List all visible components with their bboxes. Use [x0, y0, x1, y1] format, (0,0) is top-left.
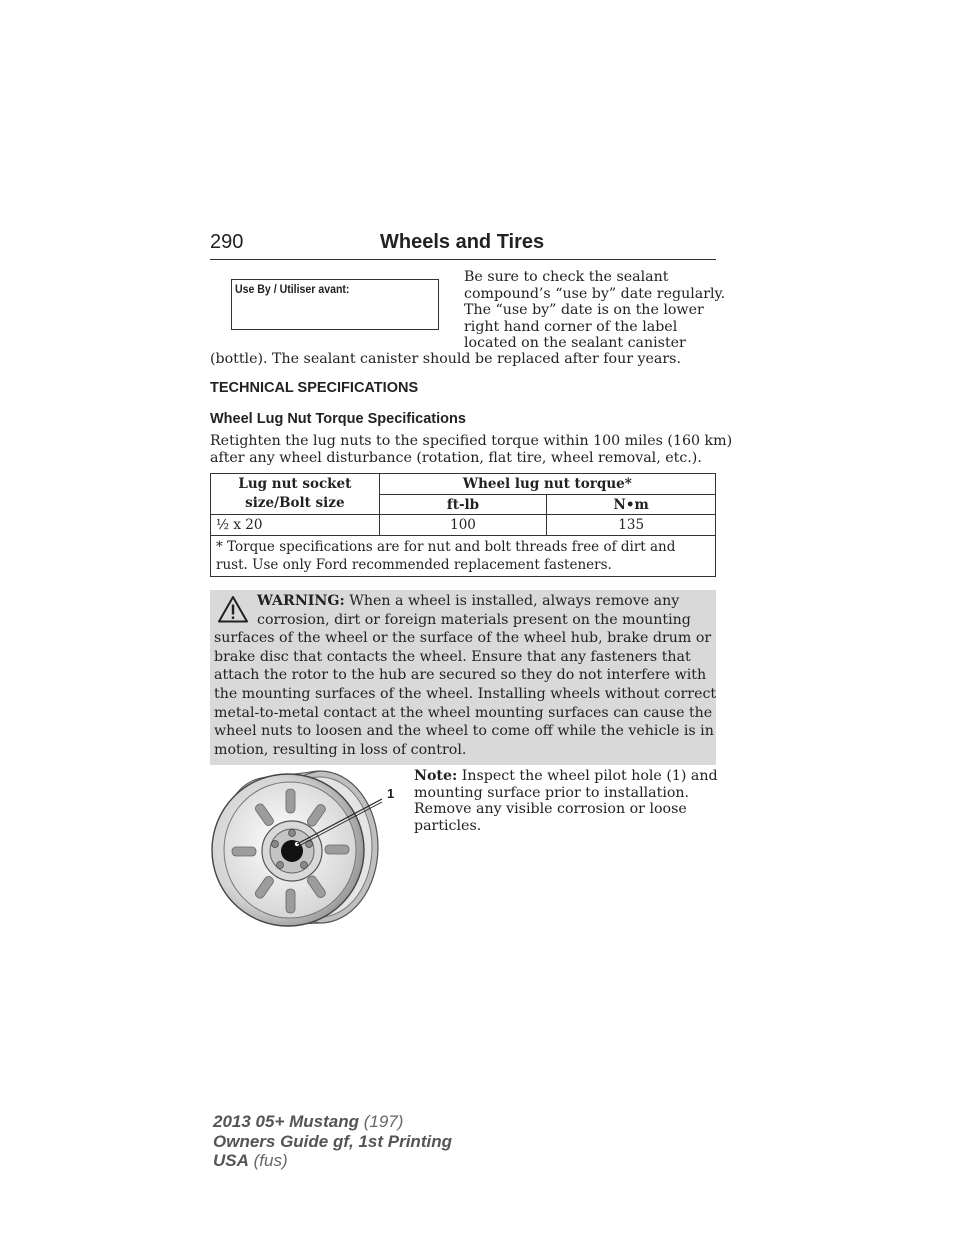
ftlb-unit-header: ft-lb — [379, 495, 547, 515]
sealant-line: right hand corner of the label — [464, 318, 678, 335]
page-header — [210, 230, 716, 260]
note-line: Remove any visible corrosion or loose — [414, 801, 687, 817]
sealant-line: Be sure to check the sealant — [464, 269, 669, 285]
warning-line: brake disc that contacts the wheel. Ensure that any fasteners that — [214, 648, 691, 665]
footer-model-code: (197) — [359, 1112, 404, 1131]
note-paragraph — [414, 768, 716, 834]
use-by-label-text: Use By / Utiliser avant: — [235, 282, 350, 296]
nm-unit-header: N•m — [547, 495, 716, 515]
socket-size-header: Lug nut socket size/Bolt size — [211, 474, 380, 515]
table-footnote: * Torque specifications are for nut and bolt threads free of dirt and rust. Use only Ford recommended replacement fasteners. — [211, 536, 716, 577]
footer-market-code: (fus) — [248, 1151, 288, 1170]
warning-text — [214, 592, 717, 759]
warning-line: corrosion, dirt or foreign materials present on the mounting — [257, 611, 691, 628]
section-heading: TECHNICAL SPECIFICATIONS — [210, 380, 419, 396]
nm-value-cell: 135 — [547, 515, 716, 536]
footer-guide: Owners Guide gf, 1st Printing — [213, 1131, 452, 1151]
warning-line: the mounting surfaces of the wheel. Installing wheels without correct — [214, 685, 717, 702]
page-footer — [213, 1112, 452, 1171]
note-line: mounting surface prior to installation. — [414, 784, 690, 801]
warning-line: surfaces of the wheel or the surface of the wheel hub, brake drum or — [214, 630, 712, 647]
footer-market: USA — [213, 1151, 249, 1170]
ftlb-value-cell: 100 — [379, 515, 547, 536]
sealant-use-by-label — [231, 279, 439, 330]
torque-intro-paragraph — [210, 433, 733, 466]
sealant-paragraph-continued: (bottle). The sealant canister should be replaced after four years. — [210, 351, 681, 367]
sealant-line: compound’s “use by” date regularly. — [464, 285, 726, 302]
note-label: Note: — [414, 768, 458, 784]
warning-line: motion, resulting in loss of control. — [214, 741, 467, 758]
torque-header: Wheel lug nut torque* — [379, 474, 715, 495]
sealant-line: located on the sealant canister — [464, 335, 686, 351]
callout-number: 1 — [387, 786, 395, 801]
note-line: Inspect the wheel pilot hole (1) and — [457, 768, 718, 784]
table-row — [211, 515, 716, 536]
intro-line: Retighten the lug nuts to the specified torque within 100 miles (160 km) — [210, 433, 733, 449]
page-title: Wheels and Tires — [380, 231, 545, 253]
torque-spec-table — [210, 473, 716, 577]
note-line: particles. — [414, 817, 482, 834]
footer-model: 2013 05+ Mustang — [213, 1112, 359, 1131]
subsection-heading: Wheel Lug Nut Torque Specifications — [210, 411, 466, 427]
sealant-line: The “use by” date is on the lower — [464, 302, 704, 318]
bolt-size-cell: ½ x 20 — [211, 515, 380, 536]
warning-line: wheel nuts to loosen and the wheel to come off while the vehicle is in — [214, 723, 714, 740]
warning-line: When a wheel is installed, always remove any — [344, 593, 680, 609]
warning-line: metal-to-metal contact at the wheel mounting surfaces can cause the — [214, 704, 713, 721]
page-number: 290 — [210, 231, 244, 253]
warning-box — [210, 590, 716, 765]
intro-line: after any wheel disturbance (rotation, flat tire, wheel removal, etc.). — [210, 449, 702, 466]
wheel-illustration — [208, 767, 404, 930]
sealant-paragraph — [464, 269, 726, 352]
warning-line: attach the rotor to the hub are secured so they do not interfere with — [214, 667, 707, 684]
warning-label: WARNING: — [257, 593, 345, 609]
